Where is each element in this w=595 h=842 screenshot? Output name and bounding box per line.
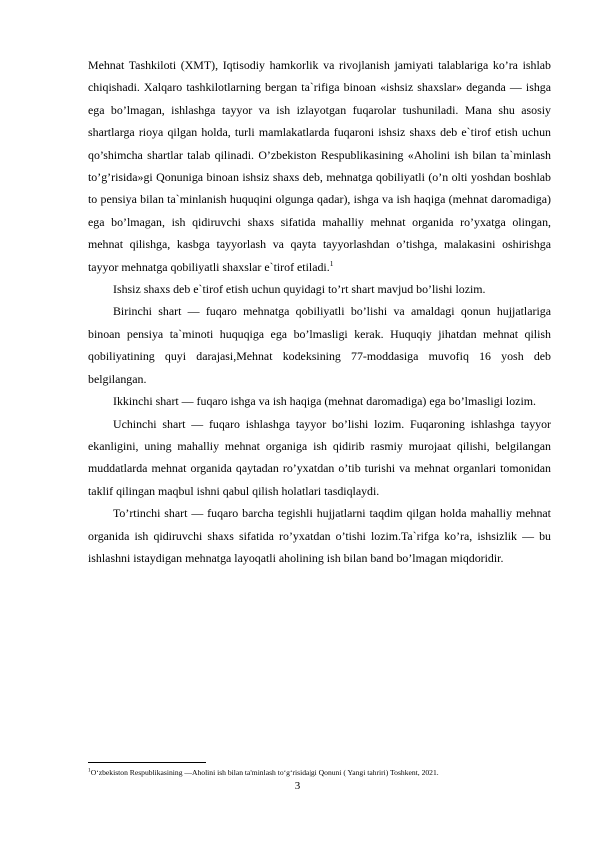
footnote-marker: 1	[88, 767, 91, 774]
paragraph-3: Birinchi shart — fuqaro mehnatga qobiliyatli bo’lishi va amaldagi qonun hujjatlariga binoan pensiya ta`minoti huquqiga ega bo’lmasligi kerak. Huquqiy jihatdan mehnat qilish qobiliyatining quyi darajasi,Mehnat kodeksining 77-moddasiga muvofiq 16 yosh deb belgilangan.	[88, 304, 551, 386]
paragraph-1	[88, 54, 551, 278]
paragraph-5: Uchinchi shart — fuqaro ishlashga tayyor bo’lishi lozim. Fuqaroning ishlashga tayyor ekanligini, uning mahalliy mehnat organiga ish qidirib rasmiy murojaat qilishi, belgilangan muddatlarda mehnat organida qaytadan ro’yxatdan o’tib turishi va mehnat organlari tomonidan taklif qilingan maqbul ishni qabul qilish holatlari tasdiqlaydi.	[88, 416, 551, 498]
footnote-ref[interactable]: 1	[329, 258, 334, 268]
paragraph-6: To’rtinchi shart — fuqaro barcha tegishli hujjatlarni taqdim qilgan holda mahalliy mehnat organida ish qidiruvchi shaxs sifatida ro’yxatdan o’tishi lozim.Ta`rifga ko’ra, ishsizlik — bu ishlashni istaydigan mehnatga layoqatli aholining ish bilan band bo’lmagan miqdoridir.	[88, 506, 551, 565]
footnote-text: O‘zbekiston Respublikasining ―Aholini ish bilan ta'minlash to‘g‘risida|gi Qonuni ( Yangi tahriri) Toshkent, 2021.	[90, 768, 439, 777]
footnote-separator	[88, 762, 206, 763]
paragraph-2: Ishsiz shaxs deb e`tirof etish uchun quyidagi to’rt shart mavjud bo’lishi lozim.	[113, 282, 486, 297]
paragraph-4: Ikkinchi shart — fuqaro ishga va ish haqiga (mehnat daromadiga) ega bo’lmasligi lozim.	[113, 394, 536, 409]
footnote	[88, 768, 558, 778]
document-body	[88, 54, 551, 569]
page-number: 3	[294, 780, 301, 792]
paragraph-1-text: Mehnat Tashkiloti (XMT), Iqtisodiy hamkorlik va rivojlanish jamiyati talablariga ko’ra ishlab chiqishadi. Xalqaro tashkilotlarning bergan ta`rifiga binoan «ishsiz shaxslar» deganda — ishga ega bo’lmagan, ishlashga tayyor va ish izlayotgan fuqarolar tushuniladi. Mana shu asosiy shartlarga rioya qilgan holda, turli mamlakatlarda fuqaroni ishsiz shaxs deb e`tirof etish uchun qo’shimcha shartlar talab qilinadi. O’zbekiston Respublikasining «Aholini ish bilan ta`minlash to’g’risida»gi Qonuniga binoan ishsiz shaxs deb, mehnatga qobiliyatli (o’n olti yoshdan boshlab to pensiya bilan ta`minlanish huquqini olgunga qadar), ishga va ish haqiga (mehnat daromadiga) ega bo’lmagan, ish qidiruvchi shaxs sifatida mahalliy mehnat organida ro’yxatga olingan, mehnat qilishga, kasbga tayyorlash va qayta tayyorlashdan o’tishga, malakasini oshirishga tayyor mehnatga qobiliyatli shaxslar e`tirof etiladi.	[88, 58, 551, 274]
